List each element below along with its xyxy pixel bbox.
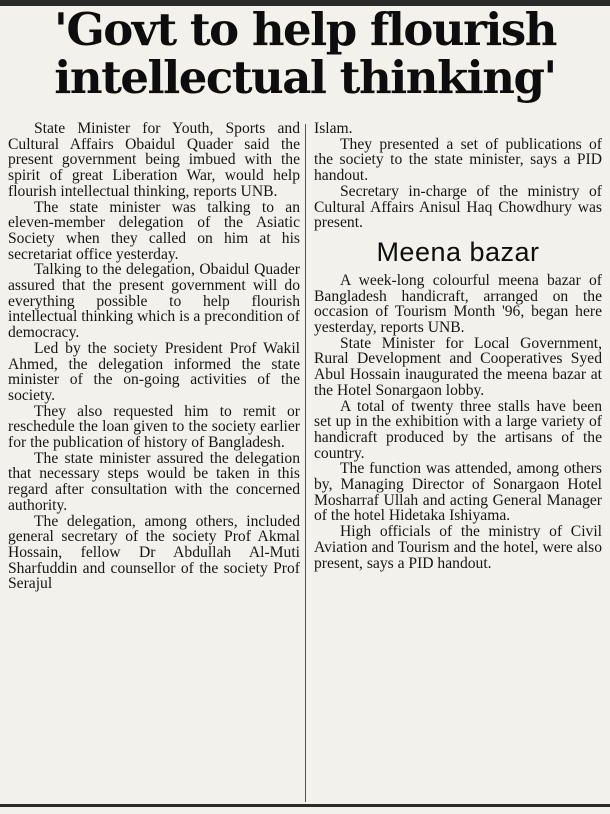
article-paragraph: Talking to the delegation, Obaidul Quader assured that the present government will do everything possible to help flourish intellectual thinking which is a precondition of democracy.: [8, 261, 300, 342]
article-paragraph: Led by the society President Prof Wakil Ahmed, the delegation informed the state minister of the on-going activities of the society.: [8, 339, 300, 404]
headline-line-2: intellectual thinking': [54, 51, 556, 104]
article-paragraph: The delegation, among others, included general secretary of the society Prof Akmal Hossain, fellow Dr Abdullah Al-Muti Sharfuddin and counsellor of the society Prof Serajul: [8, 512, 300, 593]
story-paragraph: High officials of the ministry of Civil Aviation and Tourism and the hotel, were also present, says a PID handout.: [314, 523, 602, 572]
article-continuation: Islam.: [314, 120, 353, 137]
headline-line-1: 'Govt to help flourish: [54, 3, 556, 56]
story-paragraph: The function was attended, among others by, Managing Director of Sonargaon Hotel Mosharraf Ullah and acting General Manager of the hotel Hidetaka Ishiyama.: [314, 460, 602, 525]
headline: [0, 3, 610, 104]
story-paragraph: A week-long colourful meena bazar of Bangladesh handicraft, arranged on the occasion of Tourism Month '96, began here yesterday, reports UNB.: [314, 271, 602, 337]
article-paragraph: They presented a set of publications of the society to the state minister, says a PID handout.: [314, 135, 602, 185]
column-divider: [305, 124, 306, 802]
meena-bazar-subhead: Meena bazar: [376, 236, 540, 267]
story-paragraph: A total of twenty three stalls have been set up in the exhibition with a large variety of handicraft produced by the artisans of the country.: [314, 397, 602, 462]
article-paragraph: The state minister was talking to an eleven-member delegation of the Asiatic Society when they called on him at his secretariat office yesterday.: [8, 198, 300, 263]
right-column: [314, 121, 602, 571]
article-paragraph: State Minister for Youth, Sports and Cultural Affairs Obaidul Quader said the present government being imbued with the spirit of great Liberation War, would help flourish intellectual thinking, reports UNB.: [8, 120, 300, 200]
article-paragraph: Secretary in-charge of the ministry of Cultural Affairs Anisul Haq Chowdhury was present.: [314, 182, 602, 232]
bottom-border: [0, 804, 610, 807]
article-paragraph: The state minister assured the delegation that necessary steps would be taken in this regard after consultation with the concerned authority.: [8, 449, 300, 514]
left-column: [8, 121, 300, 592]
article-paragraph: They also requested him to remit or reschedule the loan given to the society earlier for the publication of history of Bangladesh.: [8, 402, 300, 452]
story-paragraph: State Minister for Local Government, Rural Development and Cooperatives Syed Abul Hossain inaugurated the meena bazar at the Hotel Sonargaon lobby.: [314, 334, 602, 399]
